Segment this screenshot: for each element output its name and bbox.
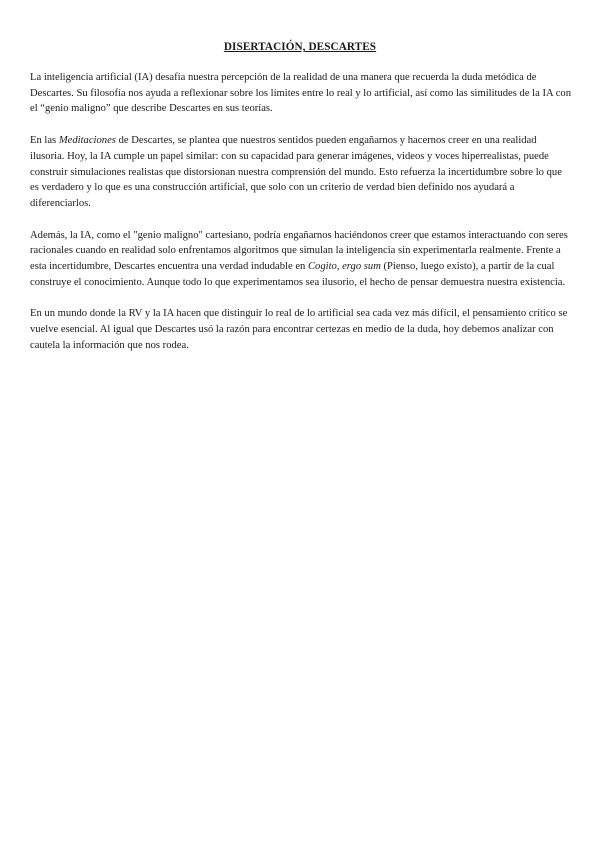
book-title-meditaciones: Meditaciones bbox=[58, 135, 116, 147]
paragraph-text: Además, la IA, como el "genio maligno" cartesiano, podría engañarnos haciéndonos creer que estamos interactuando con seres racionales cuando en realidad solo enfrentamos algoritmos que simulan la inteligencia sin experimentarla realmente. Frente a esta incertidumbre, Descartes encuentra una verdad indudable en bbox=[30, 229, 568, 273]
paragraph-genio-maligno bbox=[30, 228, 572, 291]
paragraph-intro: La inteligencia artificial (IA) desafía nuestra percepción de la realidad de una manera que recuerda la duda metódica de Descartes. Su filosofía nos ayuda a reflexionar sobre los límites entre lo real y lo artificial, así como las similitudes de la IA con el “genio maligno” que describe Descartes en sus teorías. bbox=[30, 72, 572, 115]
paragraph-meditaciones bbox=[30, 133, 572, 212]
document-title: DISERTACIÓN, DESCARTES bbox=[223, 41, 377, 53]
document-body bbox=[30, 70, 572, 370]
paragraph-text: (Pienso, luego existo), a partir de la cual construye el conocimiento. Aunque todo lo que experimentamos sea ilusorio, el hecho de pensar demuestra nuestra existencia. bbox=[30, 261, 566, 288]
paragraph-text: de Descartes, se plantea que nuestros sentidos pueden engañarnos y hacernos creer en una realidad ilusoria. Hoy, la IA cumple un papel similar: con su capacidad para generar imágenes, videos y voces hiperrealistas, puede construir simulaciones realistas que distorsionan nuestra comprensión del mundo. Esto refuerza la incertidumbre sobre lo que es verdadero y lo que es una construcción artificial, que solo con un criterio de verdad bien definido nos ayudará a diferenciarlos. bbox=[30, 135, 562, 209]
phrase-cogito: Cogito, ergo sum bbox=[307, 261, 381, 273]
paragraph-conclusion: En un mundo donde la RV y la IA hacen que distinguir lo real de lo artificial sea cada vez más difícil, el pensamiento crítico se vuelve esencial. Al igual que Descartes usó la razón para encontrar certezas en medio de la duda, hoy debemos analizar con cautela la información que nos rodea. bbox=[30, 308, 568, 351]
paragraph-text: En las bbox=[30, 135, 59, 147]
